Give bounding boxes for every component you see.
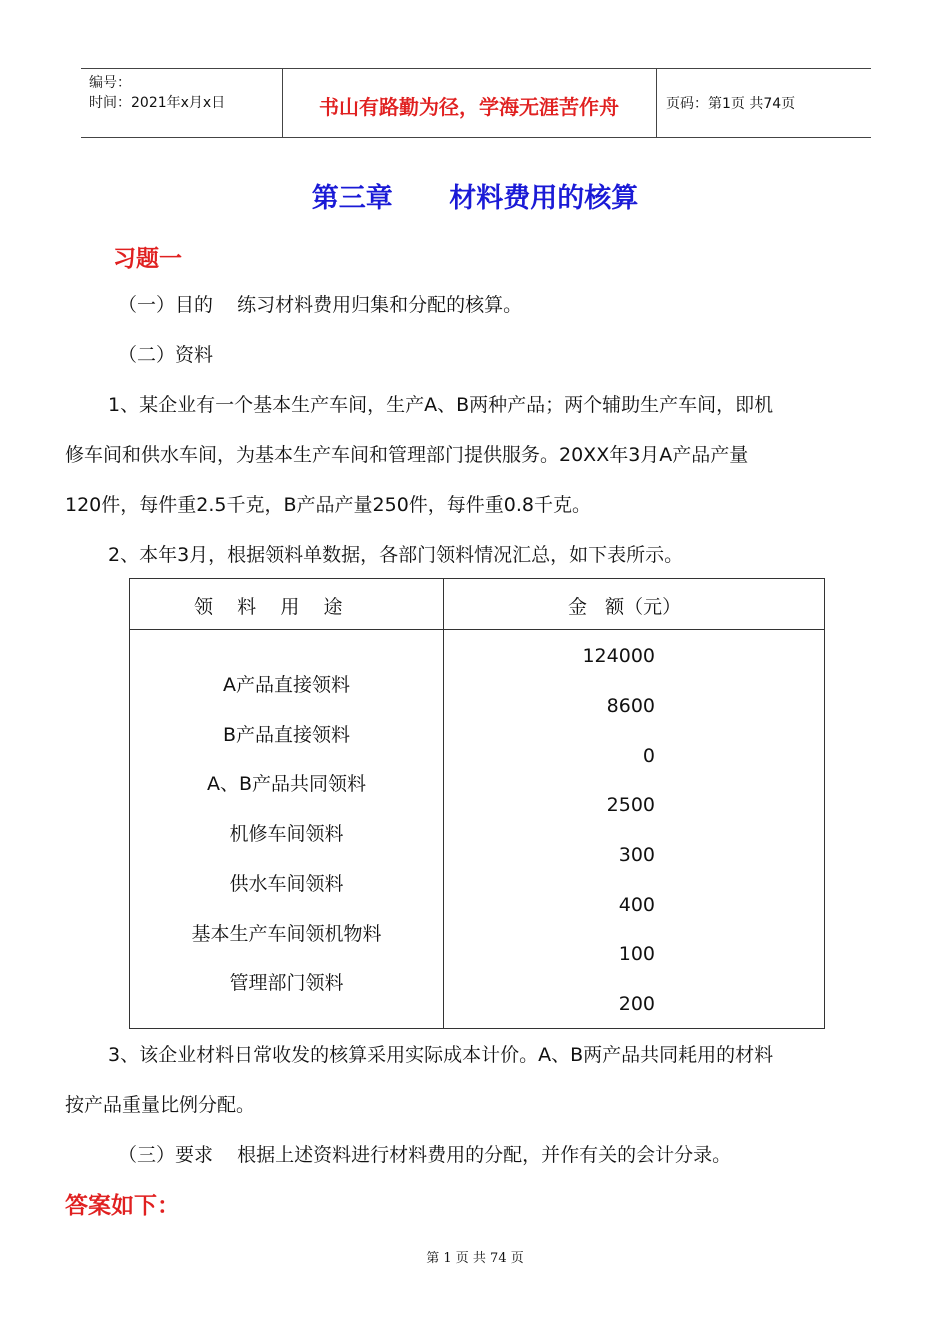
- amount-cell: 400: [618, 894, 655, 916]
- header-meta: [89, 73, 225, 113]
- item3-line: 3、该企业材料日常收发的核算采用实际成本计价。A、B两产品共同耗用的材料: [108, 1044, 774, 1066]
- materials-table: [129, 578, 825, 1029]
- usage-cell: 机修车间领料: [229, 823, 344, 845]
- materials-heading: （二）资料: [118, 344, 214, 366]
- column-header-amount: 金 额（元）: [568, 596, 682, 618]
- table-header-divider: [130, 629, 824, 630]
- usage-cell: 基本生产车间领机物料: [191, 923, 382, 945]
- time-label: 时间：2021年x月x日: [89, 95, 226, 111]
- usage-cell: B产品直接领料: [222, 724, 351, 746]
- usage-cell: 供水车间领料: [229, 873, 344, 895]
- page-footer: 第 1 页 共 74 页: [426, 1251, 524, 1266]
- number-label: 编号：: [89, 75, 131, 91]
- amount-cell: 200: [618, 993, 655, 1015]
- item1-line: 1、某企业有一个基本生产车间，生产A、B两种产品；两个辅助生产车间，即机: [108, 394, 774, 416]
- header-motto: 书山有路勤为径，学海无涯苦作舟: [319, 95, 619, 119]
- column-header-usage: 领 料 用 途: [194, 596, 343, 618]
- item1-line: 修车间和供水车间，为基本生产车间和管理部门提供服务。20XX年3月A产品产量: [65, 444, 749, 466]
- amount-cell: 0: [642, 745, 655, 767]
- item2-paragraph: 2、本年3月，根据领料单数据，各部门领料情况汇总，如下表所示。: [108, 544, 684, 566]
- purpose-paragraph: （一）目的 练习材料费用归集和分配的核算。: [118, 294, 523, 316]
- amount-cell: 8600: [606, 695, 655, 717]
- document-header: [81, 68, 871, 138]
- exercise-title: 习题一: [113, 245, 182, 272]
- item1-line: 120件，每件重2.5千克，B产品产量250件，每件重0.8千克。: [65, 494, 591, 516]
- amount-cell: 300: [618, 844, 655, 866]
- requirement-paragraph: （三）要求 根据上述资料进行材料费用的分配，并作有关的会计分录。: [118, 1144, 732, 1166]
- amount-cell: 2500: [606, 794, 655, 816]
- usage-cell: A产品直接领料: [223, 674, 350, 696]
- amount-cell: 100: [618, 943, 655, 965]
- header-page-label: 页码：第1页 共74页: [666, 96, 796, 112]
- amount-cell: 124000: [582, 645, 655, 667]
- header-divider: [656, 69, 657, 137]
- item3-line: 按产品重量比例分配。: [65, 1094, 256, 1116]
- answer-heading: 答案如下：: [65, 1192, 180, 1219]
- usage-cell: A、B产品共同领料: [206, 773, 367, 795]
- chapter-title: 第三章 材料费用的核算: [311, 183, 639, 214]
- usage-cell: 管理部门领料: [229, 972, 344, 994]
